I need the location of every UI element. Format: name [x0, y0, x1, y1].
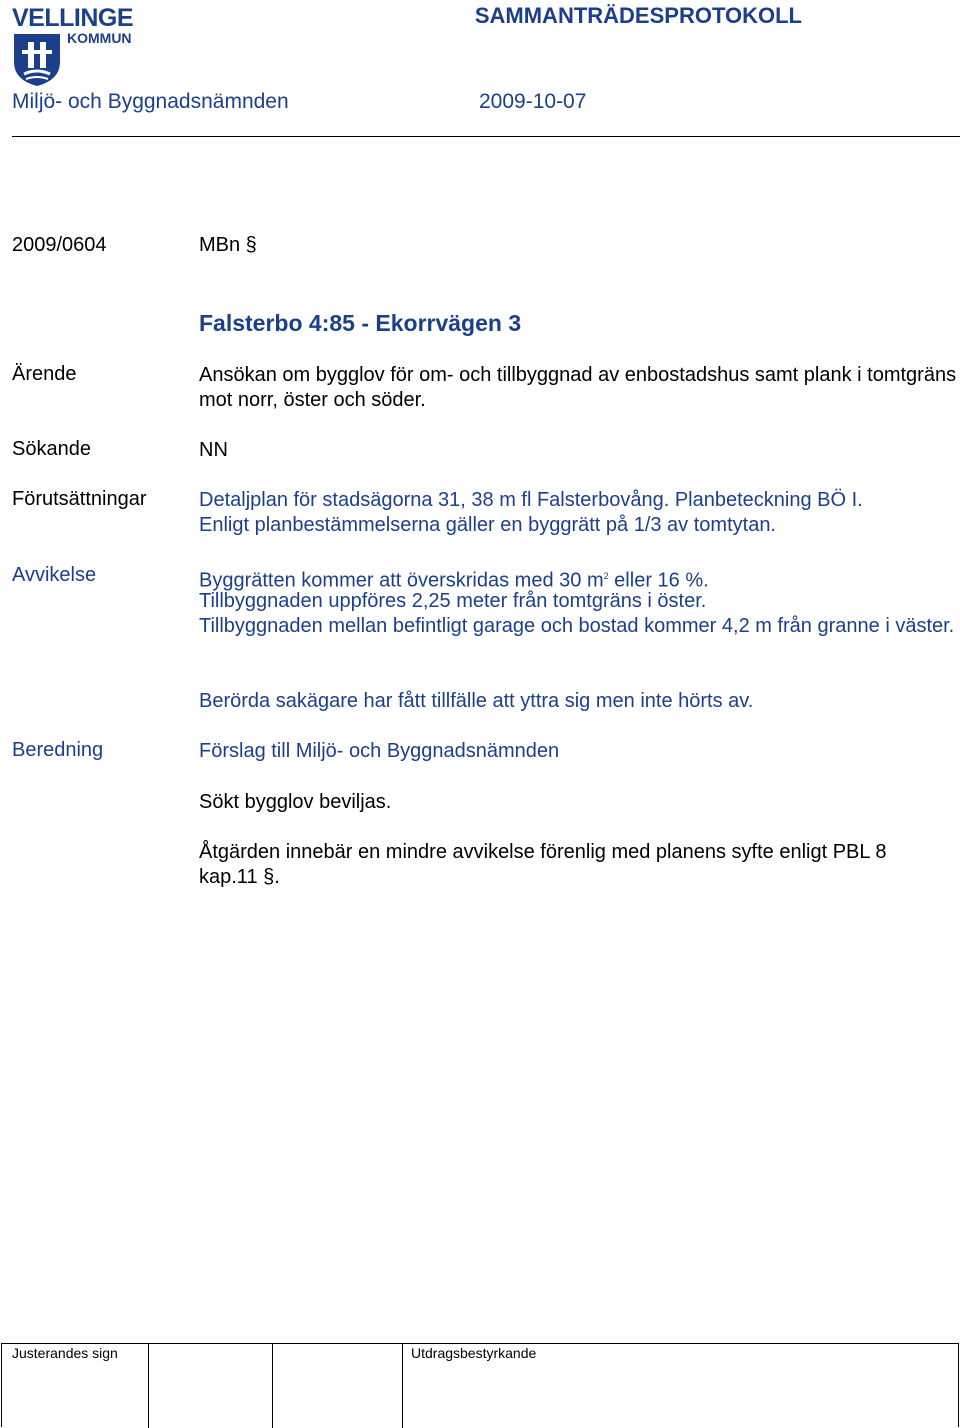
sokande-text: NN — [199, 439, 228, 461]
avvikelse-line3: Tillbyggnaden mellan befintligt garage och bostad kommer 4,2 m från granne i väster. — [199, 615, 955, 637]
avvikelse-line1-start: Byggrätten kommer att överskridas med 30 m — [199, 569, 604, 592]
sokande-label: Sökande — [12, 438, 91, 460]
logo-wordmark: VELLINGE — [12, 4, 134, 32]
coat-of-arms-icon — [12, 32, 62, 88]
logo-subword: KOMMUN — [67, 30, 132, 46]
avvikelse-line1-end: eller 16 %. — [608, 569, 709, 592]
beredning-label: Beredning — [12, 739, 104, 761]
header-divider — [12, 136, 960, 137]
avvikelse-line2: Tillbyggnaden uppföres 2,25 meter från tomtgräns i öster. — [199, 590, 707, 612]
case-title: Falsterbo 4:85 - Ekorrvägen 3 — [199, 310, 522, 336]
document-type: SAMMANTRÄDESPROTOKOLL — [474, 3, 802, 28]
arende-label: Ärende — [12, 363, 77, 385]
board-name: Miljö- och Byggnadsnämnden — [12, 90, 289, 113]
avvikelse-label: Avvikelse — [12, 564, 97, 586]
committee-paragraph: MBn § — [199, 234, 257, 256]
signature-cell-divider — [148, 1344, 149, 1428]
utdragsbestyrkande-label: Utdragsbestyrkande — [411, 1345, 537, 1361]
meeting-date: 2009-10-07 — [479, 90, 587, 113]
forutsattningar-label: Förutsättningar — [12, 488, 147, 510]
case-reference: 2009/0604 — [12, 234, 107, 256]
forutsattningar-line2: Enligt planbestämmelserna gäller en byggrätt på 1/3 av tomtytan. — [199, 514, 776, 536]
justerandes-sign-label: Justerandes sign — [12, 1345, 118, 1361]
area-superscript: 2 — [603, 571, 609, 581]
signature-cell-divider — [402, 1344, 403, 1428]
arende-text: Ansökan om bygglov för om- och tillbyggnad av enbostadshus samt plank i tomtgräns mot norr, öster och söder. — [199, 364, 957, 411]
beredning-text: Förslag till Miljö- och Byggnadsnämnden — [199, 740, 560, 762]
berorda-sakagare-text: Berörda sakägare har fått tillfälle att yttra sig men inte hörts av. — [199, 690, 754, 712]
motivering-text: Åtgärden innebär en mindre avvikelse förenlig med planens syfte enligt PBL 8 kap.11 §. — [199, 841, 887, 888]
municipality-logo — [12, 6, 137, 82]
signature-cell-divider — [272, 1344, 273, 1428]
forutsattningar-line1: Detaljplan för stadsägorna 31, 38 m fl Falsterbovång. Planbeteckning BÖ I. — [199, 489, 863, 511]
beslut-text: Sökt bygglov beviljas. — [199, 791, 392, 813]
